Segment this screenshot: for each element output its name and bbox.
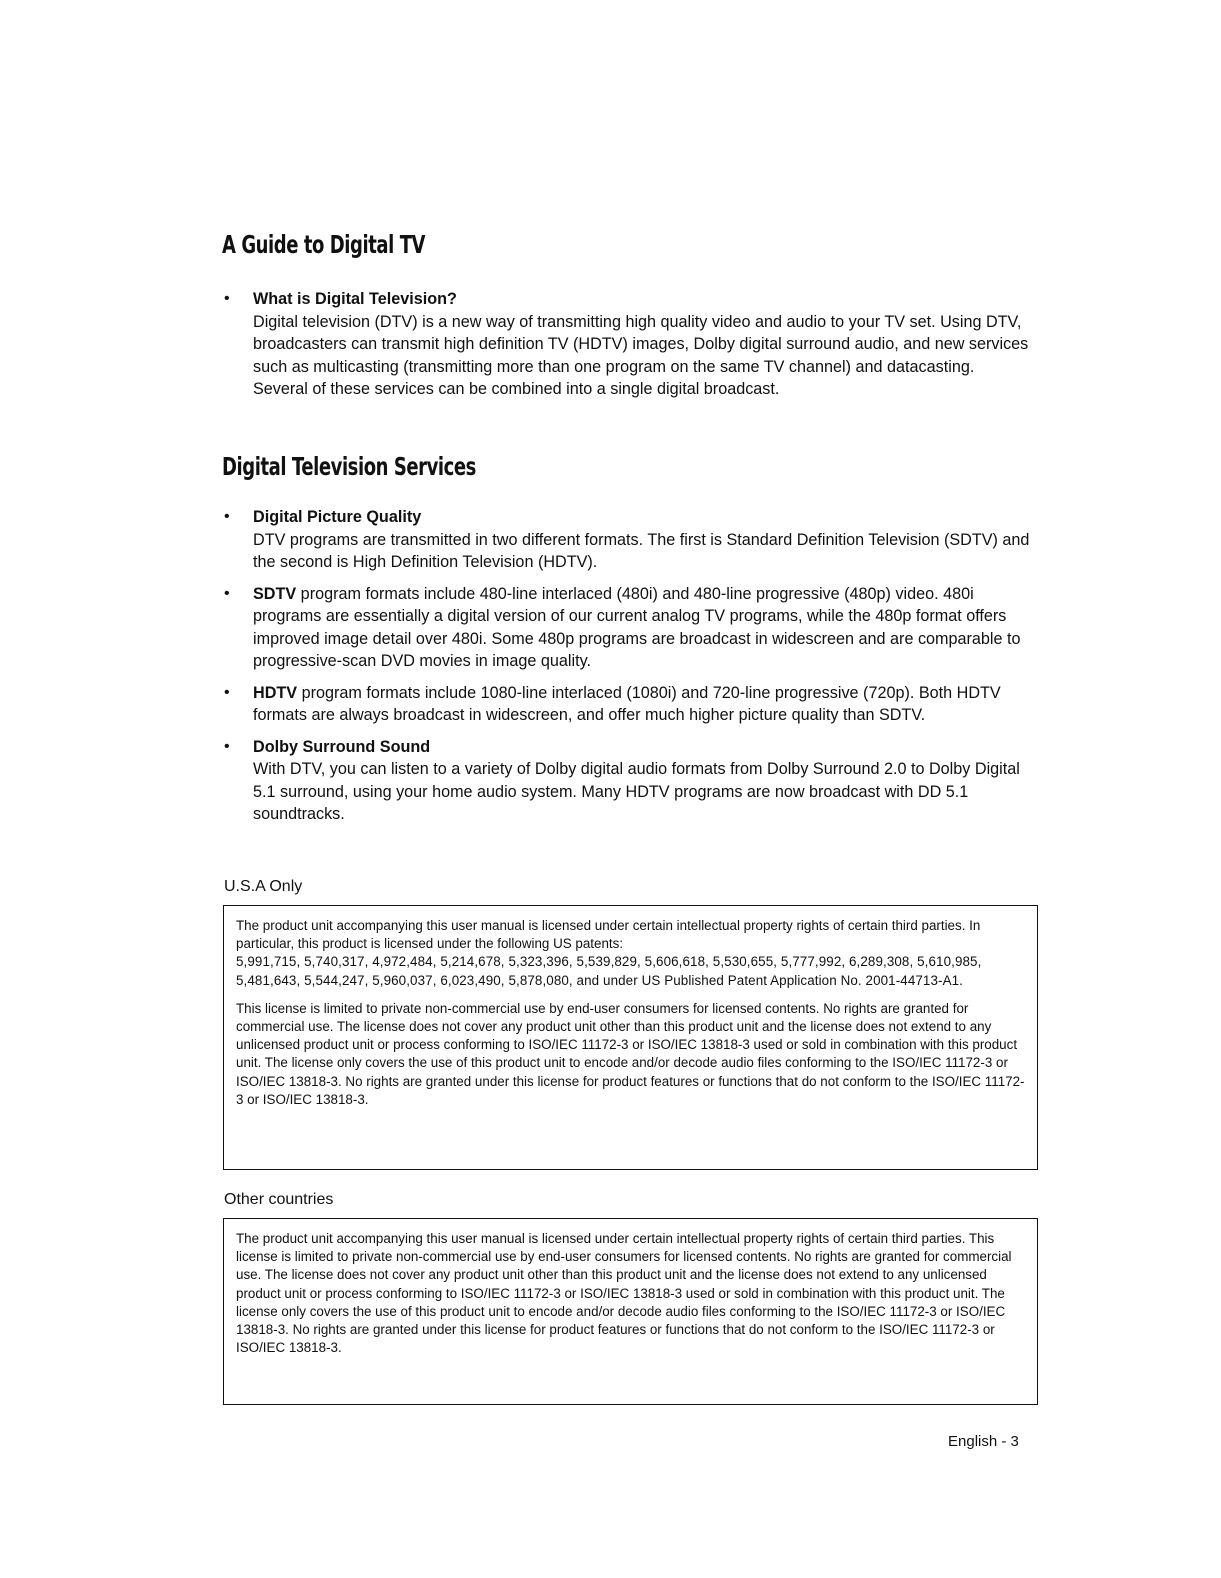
other-countries-license-text: The product unit accompanying this user manual is licensed under certain intellectual property rights of certain third parties. This license is limited to private non-commercial use by end-user consumers for licensed contents. No rights are granted for commercial use. The license does not cover any product unit other than this product unit and the license does not extend to any unlicensed product unit or process conforming to ISO/IEC 11172-3 or ISO/IEC 13818-3 used or sold in combination with this product unit. The license only covers the use of this product unit to encode and/or decode audio files conforming to the ISO/IEC 11172-3 or ISO/IEC 13818-3. No rights are granted under this license for product features or functions that do not conform to the ISO/IEC 11172-3 or ISO/IEC 13818-3. [236, 1231, 1012, 1356]
dolby-item [222, 736, 1032, 826]
usa-patent-list: 5,991,715, 5,740,317, 4,972,484, 5,214,678, 5,323,396, 5,539,829, 5,606,618, 5,530,655, 5,777,992, 6,289,308, 5,610,985, 5,481,643, 5,544,247, 5,960,037, 6,023,490, 5,878,080, and under US Published Patent Application No. 2001-44713-A1. [236, 954, 982, 988]
usa-only-label: U.S.A Only [224, 878, 303, 895]
other-countries-license-notice [223, 1218, 1038, 1405]
bullet-dot: • [224, 508, 230, 525]
sdtv-item [222, 583, 1032, 673]
hdtv-text: program formats include 1080-line interlaced (1080i) and 720-line progressive (720p). Both HDTV formats are always broadcast in widescreen, and offer much higher picture quality than SDTV. [253, 683, 1001, 724]
hdtv-lead: HDTV [253, 683, 298, 702]
services-heading: Digital Television Services [222, 452, 476, 481]
hdtv-item [222, 682, 1032, 727]
sdtv-text: program formats include 480-line interlaced (480i) and 480-line progressive (480p) video. 480i programs are essentially a digital version of our current analog TV programs, while the 480p format offers improved image detail over 480i. Some 480p programs are broadcast in widescreen and are comparable to progressive-scan DVD movies in image quality. [253, 584, 1021, 670]
dolby-text: With DTV, you can listen to a variety of Dolby digital audio formats from Dolby Surround 2.0 to Dolby Digital 5.1 surround, using your home audio system. Many HDTV programs are now broadcast with DD 5.1 soundtracks. [253, 760, 1020, 823]
what-is-dtv-text: Digital television (DTV) is a new way of transmitting high quality video and audio to your TV set. Using DTV, broadcasters can transmit high definition TV (HDTV) images, Dolby digital surround audio, and new services such as multicasting (transmitting more than one program on the same TV channel) and datacasting. Several of these services can be combined into a single digital broadcast. [253, 312, 1029, 398]
usa-license-intro-text: The product unit accompanying this user manual is licensed under certain intellectual property rights of certain third parties. In particular, this product is licensed under the following US patents: [236, 918, 981, 952]
other-countries-label: Other countries [224, 1191, 334, 1208]
dolby-title: Dolby Surround Sound [253, 737, 431, 756]
usa-license-notice [223, 905, 1038, 1170]
sdtv-lead: SDTV [253, 584, 297, 603]
picture-quality-item [222, 506, 1032, 574]
services-bullet-list [222, 506, 1032, 835]
picture-quality-text: DTV programs are transmitted in two different formats. The first is Standard Definition Television (SDTV) and the second is High Definition Television (HDTV). [253, 530, 1030, 571]
bullet-dot: • [224, 290, 230, 307]
guide-bullet-list [222, 288, 1032, 410]
what-is-dtv-item [222, 288, 1032, 401]
bullet-dot: • [224, 683, 230, 701]
what-is-dtv-title: What is Digital Television? [253, 290, 457, 308]
guide-heading: A Guide to Digital TV [222, 230, 426, 259]
bullet-dot: • [224, 737, 230, 755]
picture-quality-title: Digital Picture Quality [253, 508, 422, 526]
bullet-dot: • [224, 584, 230, 602]
usa-license-intro [236, 917, 1025, 990]
usa-license-terms: This license is limited to private non-commercial use by end-user consumers for licensed contents. No rights are granted for commercial use. The license does not cover any product unit other than this product unit and the license does not extend to any unlicensed product unit or process conforming to ISO/IEC 11172-3 or ISO/IEC 13818-3 used or sold in combination with this product unit. The license only covers the use of this product unit to encode and/or decode audio files conforming to the ISO/IEC 11172-3 or ISO/IEC 13818-3. No rights are granted under this license for product features or functions that do not conform to the ISO/IEC 11172-3 or ISO/IEC 13818-3. [236, 1000, 1025, 1107]
page-number: English - 3 [948, 1433, 1019, 1450]
